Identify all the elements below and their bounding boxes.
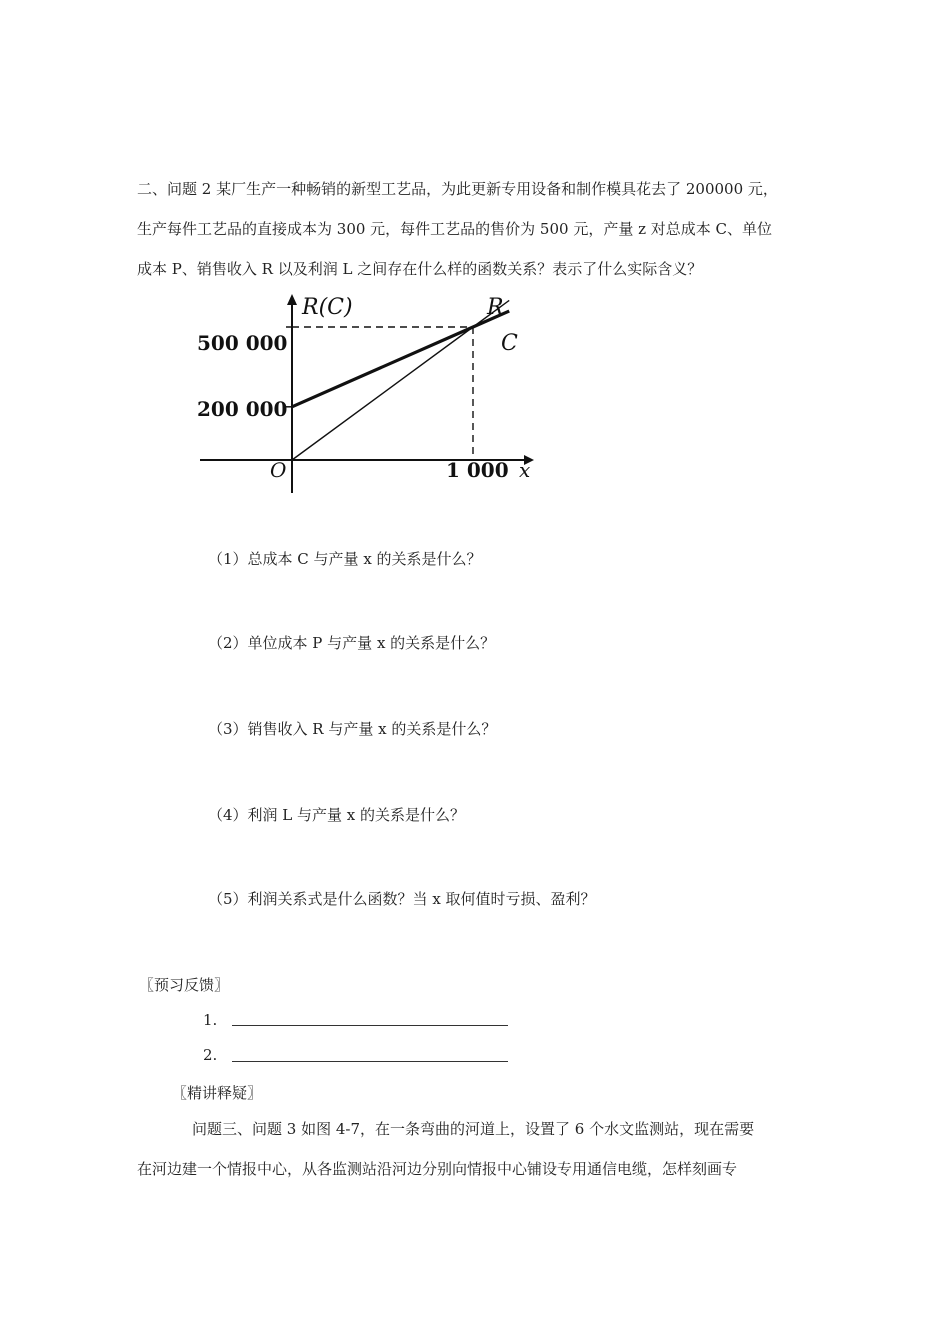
series-label-r: R	[487, 295, 504, 320]
explain-line-1: 问题三、问题 3 如图 4-7，在一条弯曲的河道上，设置了 6 个水文监测站，现在需要	[192, 1120, 755, 1138]
explain-heading: 〖精讲释疑〗	[172, 1084, 263, 1102]
intro-line-1: 二、问题 2 某厂生产一种畅销的新型工艺品，为此更新专用设备和制作模具花去了 200000 元，	[137, 180, 778, 198]
question-1: （1）总成本 C 与产量 x 的关系是什么？	[208, 550, 482, 568]
y-tick-label-200000: 200 000	[197, 397, 288, 421]
x-axis-label: x	[519, 458, 531, 482]
feedback-item-2-number: 2.	[203, 1046, 218, 1064]
explain-line-2: 在河边建一个情报中心，从各监测站沿河边分别向情报中心铺设专用通信电缆，怎样刻画专	[137, 1160, 738, 1178]
feedback-item-2-blank[interactable]	[232, 1061, 508, 1062]
question-3: （3）销售收入 R 与产量 x 的关系是什么？	[208, 720, 497, 738]
feedback-heading: 〖预习反馈〗	[139, 976, 230, 994]
cost-revenue-chart	[190, 288, 550, 498]
x-tick-label-1000: 1 000	[446, 458, 509, 482]
feedback-item-1-blank[interactable]	[232, 1025, 508, 1026]
intro-line-2: 生产每件工艺品的直接成本为 300 元，每件工艺品的售价为 500 元，产量 z 对总成本 C、单位	[137, 220, 773, 238]
series-line-c	[292, 311, 509, 407]
feedback-item-1-number: 1.	[203, 1011, 218, 1029]
intro-line-3: 成本 P、销售收入 R 以及利润 L 之间存在什么样的函数关系？表示了什么实际含义？	[137, 260, 703, 278]
origin-label: O	[270, 458, 287, 482]
y-axis-arrow	[287, 294, 297, 305]
y-axis-label: R(C)	[302, 295, 353, 320]
y-tick-label-500000: 500 000	[197, 331, 288, 355]
question-2: （2）单位成本 P 与产量 x 的关系是什么？	[208, 634, 496, 652]
series-label-c: C	[501, 331, 518, 356]
question-5: （5）利润关系式是什么函数？当 x 取何值时亏损、盈利？	[208, 890, 596, 908]
question-4: （4）利润 L 与产量 x 的关系是什么？	[208, 806, 466, 824]
